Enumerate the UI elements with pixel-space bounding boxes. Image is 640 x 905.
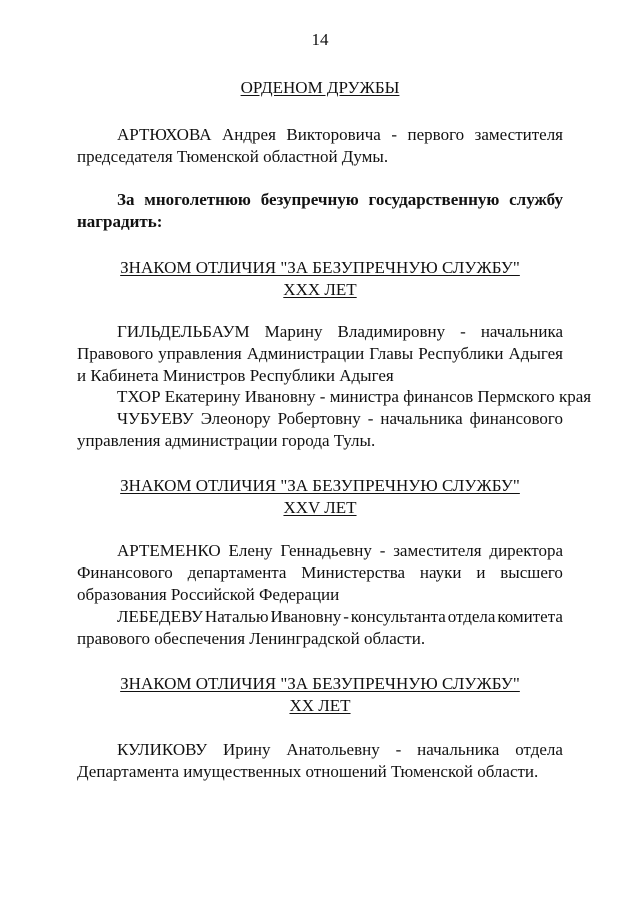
award-entry-gildelbaum-line2-word: управления [158,344,242,363]
award-entry-gildelbaum-line1-word: начальника [480,322,563,341]
award-entry-chubueva-line2: управления администрации города Тулы. [77,431,376,450]
award-entry-kulikova-line1-word: КУЛИКОВУ [117,740,208,759]
intro-line1-word: многолетнюю [144,190,251,209]
award-entry-gildelbaum-line2-word: Адыгея [508,344,563,363]
award-entry-artemenko-line3: образования Российской Федерации [77,585,340,604]
award-entry-gildelbaum-line1-word: Марину [264,322,323,341]
award-entry-lebedeva-line1-word: - [343,607,349,626]
award-entry-artyukhova-line1-word: - [391,125,398,144]
award-entry-gildelbaum-line2-word: Правового [77,344,154,363]
section-years-30: XXX ЛЕТ [283,280,357,299]
award-entry-artemenko-line1-word: заместителя [393,541,482,560]
section-heading-20-years: ЗНАКОМ ОТЛИЧИЯ "ЗА БЕЗУПРЕЧНУЮ СЛУЖБУ" [120,674,520,693]
award-entry-lebedeva-line1-word: консультанта [350,607,446,626]
award-entry-artemenko-line1-word: - [379,541,386,560]
award-entry-artemenko-line1-word: АРТЕМЕНКО [117,541,221,560]
award-entry-artemenko-line2-word: Министерства [301,563,406,582]
award-entry-lebedeva-line1-word: отдела [447,607,496,626]
award-entry-kulikova-line1-word: Ирину [223,740,271,759]
award-entry-gildelbaum-line2-word: Главы [369,344,414,363]
award-entry-chubueva-line1-word: ЧУБУЕВУ [117,409,194,428]
award-entry-lebedeva-line2: правового обеспечения Ленинградской области. [77,629,426,648]
intro-line2: наградить: [77,212,163,231]
award-entry-gildelbaum-line1-word: - [460,322,466,341]
award-entry-chubueva-line1-word: Робертовну [277,409,361,428]
award-entry-chubueva-line1 [117,408,563,430]
award-entry-kulikova-line1-word: отдела [515,740,563,759]
award-entry-gildelbaum-line1-word: Владимировну [337,322,446,341]
award-entry-gildelbaum-line3: и Кабинета Министров Республики Адыгея [77,366,394,385]
award-entry-artemenko-line1-word: Геннадьевну [280,541,372,560]
award-entry-artemenko-line2-word: высшего [500,563,563,582]
award-entry-gildelbaum-line2-word: Республики [418,344,504,363]
page-number: 14 [311,30,329,49]
award-entry-artyukhova-line1 [117,124,563,146]
award-entry-artemenko-line1-word: директора [489,541,563,560]
intro-line1-word: государственную [368,190,500,209]
award-entry-lebedeva-line1-word: комитета [497,607,563,626]
award-entry-kulikova-line1-word: Анатольевну [286,740,380,759]
award-entry-lebedeva-line1-word: ЛЕБЕДЕВУ [117,607,204,626]
intro-line1 [117,189,563,211]
intro-line1-word: службу [509,190,563,209]
section-heading-friendship-order: ОРДЕНОМ ДРУЖБЫ [240,78,400,97]
award-entry-artyukhova-line2: председателя Тюменской областной Думы. [77,147,389,166]
award-entry-kulikova-line1-word: - [395,740,402,759]
award-entry-artyukhova-line1-word: АРТЮХОВА [117,125,212,144]
award-entry-artemenko-line2-word: департамента [187,563,287,582]
section-heading-25-years: ЗНАКОМ ОТЛИЧИЯ "ЗА БЕЗУПРЕЧНУЮ СЛУЖБУ" [120,476,520,495]
award-entry-chubueva-line1-word: - [367,409,374,428]
intro-line1-word: За [117,190,135,209]
award-entry-artyukhova-line1-word: Андрея [222,125,276,144]
award-entry-artyukhova-line1-word: заместителя [474,125,563,144]
intro-line1-word: безупречную [260,190,359,209]
award-entry-lebedeva-line1-word: Ивановну [270,607,342,626]
award-entry-gildelbaum-line2-word: Администрации [246,344,365,363]
award-entry-artemenko-line2-word: Финансового [77,563,173,582]
section-years-25: XXV ЛЕТ [283,498,357,517]
award-entry-lebedeva-line1 [117,606,563,628]
award-entry-chubueva-line1-word: финансового [469,409,563,428]
award-entry-tkhor-line1: ТХОР Екатерину Ивановну - министра финансов Пермского края [117,387,592,406]
award-entry-artemenko-line1 [117,540,563,562]
section-heading-30-years: ЗНАКОМ ОТЛИЧИЯ "ЗА БЕЗУПРЕЧНУЮ СЛУЖБУ" [120,258,520,277]
award-entry-artemenko-line1-word: Елену [228,541,273,560]
award-entry-gildelbaum-line1-word: ГИЛЬДЕЛЬБАУМ [117,322,250,341]
award-entry-chubueva-line1-word: начальника [380,409,463,428]
section-years-20: XX ЛЕТ [289,696,351,715]
award-entry-artyukhova-line1-word: первого [407,125,465,144]
award-entry-artemenko-line2-word: и [476,563,486,582]
award-entry-gildelbaum-line1 [117,321,563,343]
award-entry-artemenko-line2-word: науки [419,563,462,582]
award-entry-chubueva-line1-word: Элеонору [200,409,271,428]
award-entry-lebedeva-line1-word: Наталью [204,607,269,626]
award-entry-kulikova-line1-word: начальника [417,740,500,759]
award-entry-gildelbaum-line2 [77,343,563,365]
award-entry-artemenko-line2 [77,562,563,584]
award-entry-kulikova-line2: Департамента имущественных отношений Тюменской области. [77,762,539,781]
award-entry-artyukhova-line1-word: Викторовича [286,125,381,144]
award-entry-kulikova-line1 [117,739,563,761]
